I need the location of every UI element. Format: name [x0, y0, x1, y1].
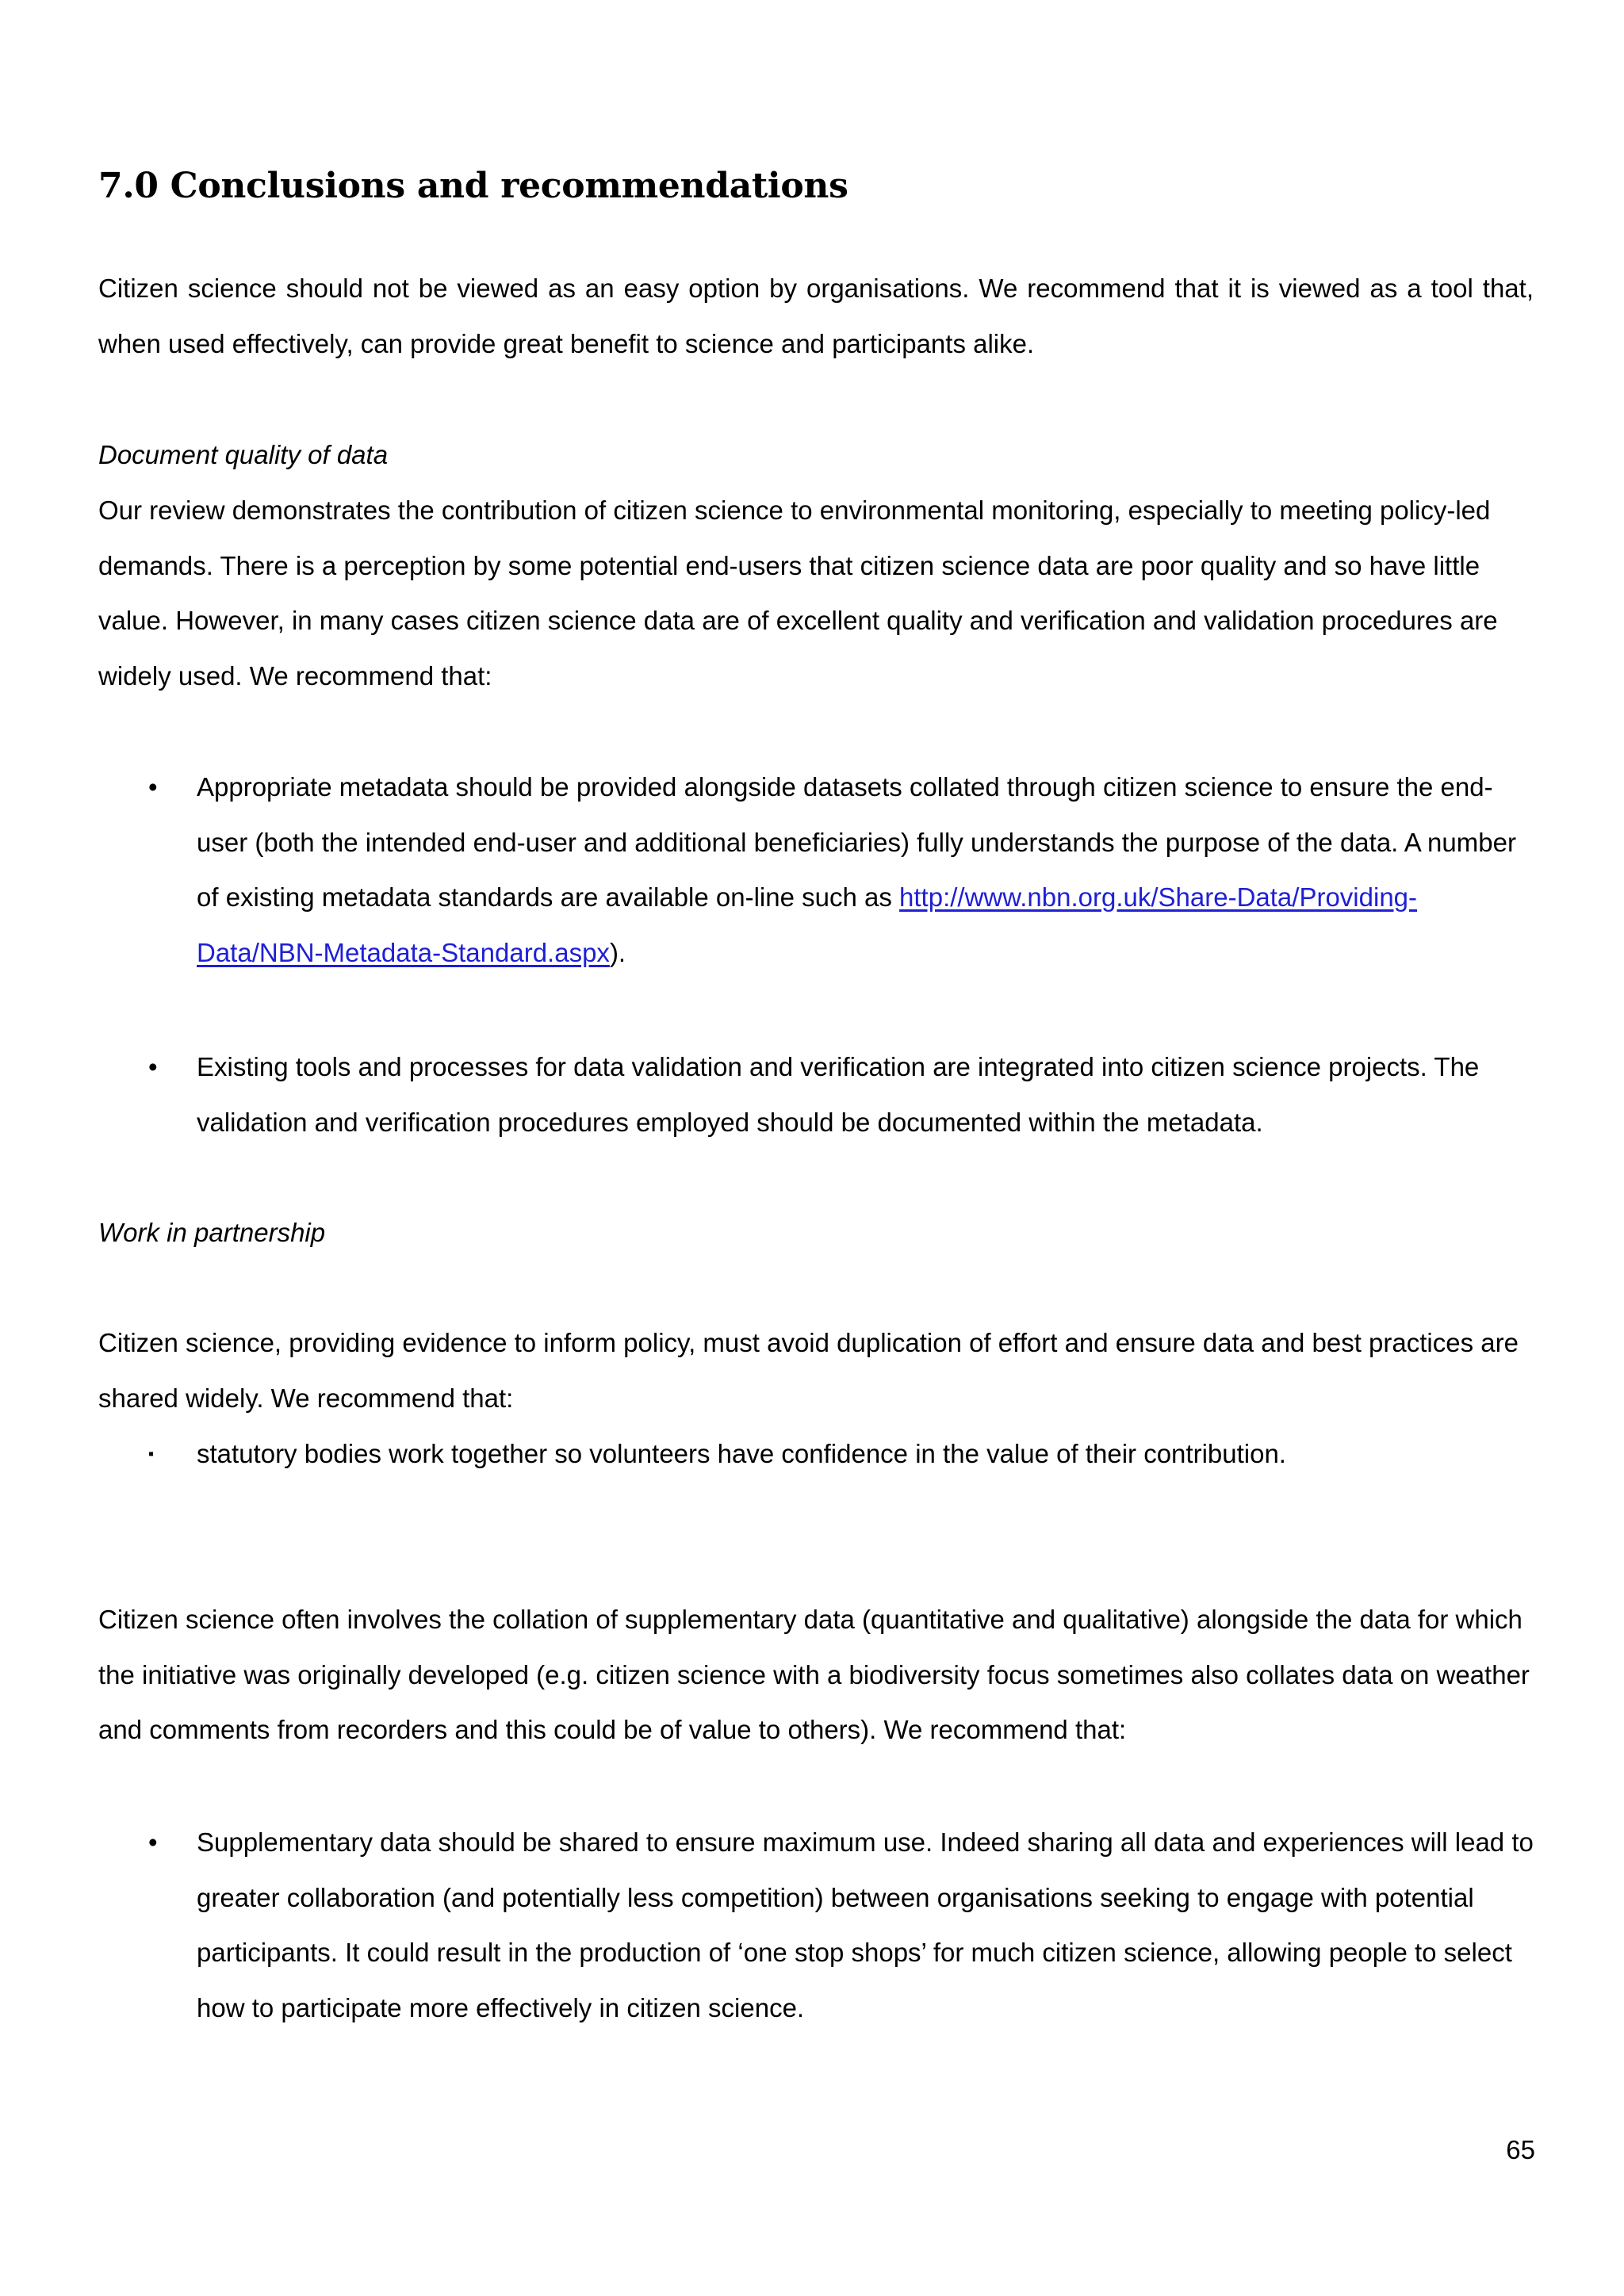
subheading-partnership: Work in partnership — [98, 1218, 326, 1247]
supplementary-paragraph: Citizen science often involves the collation of supplementary data (quantitative and qualitative) alongside the data for which the initiative was originally developed (e.g. citizen science with a biodiversity focus sometimes also collates data on weather and comments from recorders and this could be of value to others). We recommend that: — [98, 1605, 1530, 1745]
nbn-metadata-link[interactable]: http://www.nbn.org.uk/Share-Data/Providing-Data/NBN-Metadata-Standard.aspx — [197, 882, 1418, 967]
section-heading: 7.0 Conclusions and recommendations — [98, 166, 848, 206]
metadata-recommendation — [197, 760, 1537, 980]
square-bullet-marker: ▪ — [148, 1445, 155, 1463]
sharing-recommendation: Supplementary data should be shared to ensure maximum use. Indeed sharing all data and experiences will lead to greater collaboration (and potentially less competition) between organisations seeking to engage with potential participants. It could result in the production of ‘one stop shops’ for much citizen science, allowing people to select how to participate more effectively in citizen science. — [197, 1827, 1534, 2022]
partnership-paragraph: Citizen science, providing evidence to inform policy, must avoid duplication of effort and ensure data and best practices are shared widely. We recommend that: — [98, 1328, 1519, 1413]
bullet-marker: • — [148, 772, 158, 802]
subheading-document-quality: Document quality of data — [98, 440, 389, 469]
metadata-text: Appropriate metadata should be provided alongside datasets collated through citizen science to ensure the end-user (both the intended end-user and additional beneficiaries) fully understands the purpose of the data. A number of existing metadata standards are available on-line such as — [197, 772, 1516, 913]
page-number: 65 — [1506, 2135, 1535, 2164]
quality-paragraph: Our review demonstrates the contribution of citizen science to environmental monitoring, especially to meeting policy-led demands. There is a perception by some potential end-users that citizen science data are poor quality and so have little value. However, in many cases citizen science data are of excellent quality and verification and validation procedures are widely used. We recommend that: — [98, 496, 1498, 691]
intro-paragraph: Citizen science should not be viewed as an easy option by organisations. We recommend that it is viewed as a tool that, when used effectively, can provide great benefit to science and participants alike. — [98, 274, 1534, 358]
bullet-marker: • — [148, 1827, 158, 1857]
bullet-marker: • — [148, 1052, 158, 1081]
metadata-text-end: ). — [609, 937, 626, 967]
statutory-bodies-recommendation: statutory bodies work together so volunteers have confidence in the value of their contribution. — [197, 1439, 1286, 1468]
validation-recommendation: Existing tools and processes for data validation and verification are integrated into citizen science projects. The validation and verification procedures employed should be documented within the metadata. — [197, 1052, 1480, 1137]
